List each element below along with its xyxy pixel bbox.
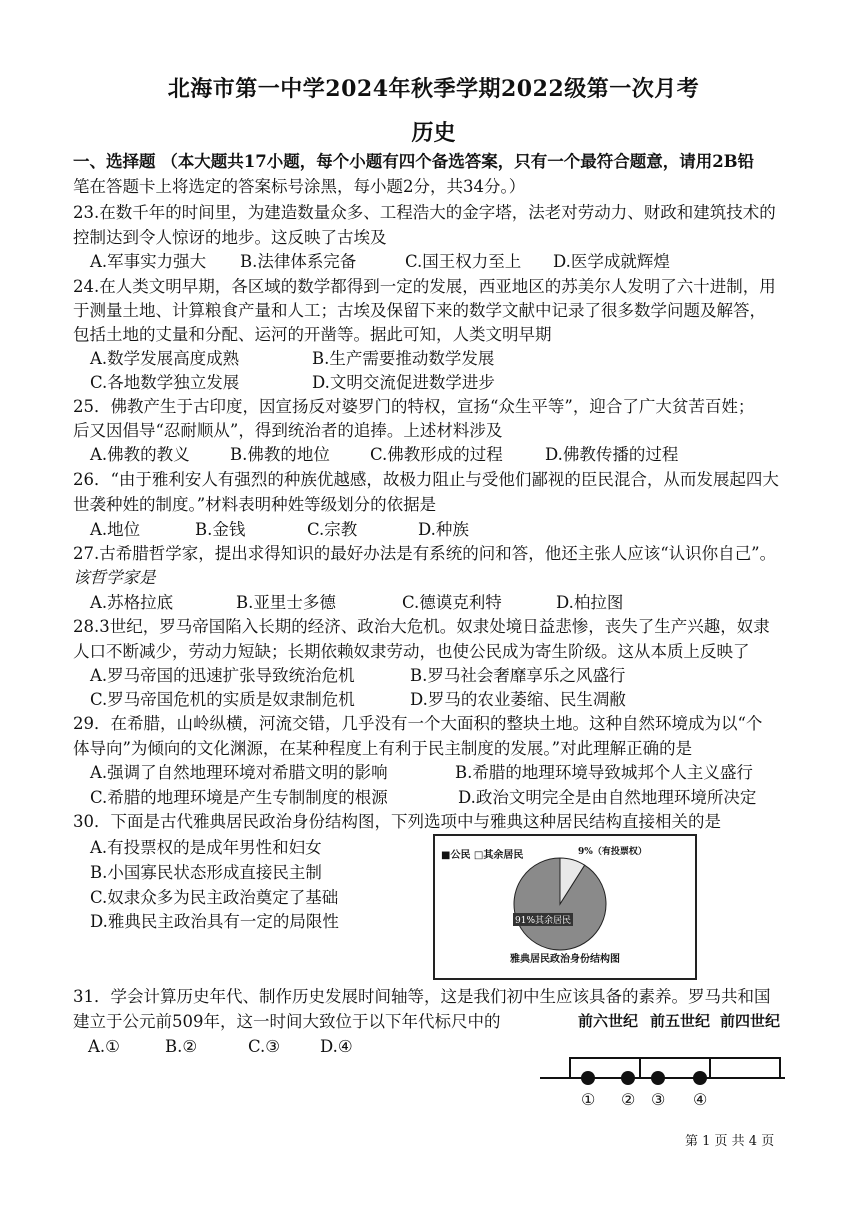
q25-stem-line2: 后又因倡导“忍耐顺从”，得到统治者的追捧。上述材料涉及: [73, 421, 503, 440]
q23-option-a: A.军事实力强大: [90, 252, 207, 271]
q28-stem-line2: 人口不断减少，劳动力短缺；长期依赖奴隶劳动，也使公民成为寄生阶级。这从本质上反映了: [73, 642, 750, 661]
q24-stem-line3: 包括土地的丈量和分配、运河的开凿等。据此可知，人类文明早期: [73, 325, 552, 344]
q24-option-a: A.数学发展高度成熟: [90, 349, 240, 368]
q26-option-b: B.金钱: [195, 520, 246, 539]
q31-option-d: D.④: [320, 1037, 353, 1056]
timeline-era-6th: 前六世纪: [578, 1012, 639, 1030]
q25-option-b: B.佛教的地位: [230, 445, 330, 464]
q28-option-b: B.罗马社会奢靡享乐之风盛行: [410, 666, 626, 685]
page-footer: 第 1 页 共 4 页: [685, 1134, 775, 1149]
q29-option-c: C.希腊的地理环境是产生专制制度的根源: [90, 788, 388, 807]
q26-option-a: A.地位: [90, 520, 141, 539]
q24-option-d: D.文明交流促进数学进步: [312, 373, 495, 392]
q28-option-d: D.罗马的农业萎缩、民生凋敝: [410, 690, 626, 709]
q23-option-d: D.医学成就辉煌: [553, 252, 670, 271]
q26-stem-line2: 世袭种姓的制度。”材料表明种姓等级划分的依据是: [73, 495, 437, 514]
q29-option-a: A.强调了自然地理环境对希腊文明的影响: [90, 763, 388, 782]
pie-label-citizens: 9%（有投票权）: [578, 847, 647, 857]
subject-title: 历史: [411, 120, 456, 146]
q26-option-d: D.种族: [418, 520, 469, 539]
section-instruction-line2: 笔在答题卡上将选定的答案标号涂黑，每小题2分，共34分。）: [73, 177, 526, 196]
q29-option-d: D.政治文明完全是由自然地理环境所决定: [458, 788, 757, 807]
q27-stem-line2: 该哲学家是: [73, 568, 156, 587]
q28-option-c: C.罗马帝国危机的实质是奴隶制危机: [90, 690, 355, 709]
q31-stem-line1: 31．学会计算历史年代、制作历史发展时间轴等，这是我们初中生应该具备的素养。罗马共和国: [73, 987, 771, 1006]
q30-option-c: C.奴隶众多为民主政治奠定了基础: [90, 888, 339, 907]
pie-figure: [433, 834, 697, 980]
timeline-figure: [540, 1010, 790, 1110]
q31-option-b: B.②: [165, 1037, 198, 1056]
q31-option-c: C.③: [248, 1037, 281, 1056]
q23-stem-line2: 控制达到令人惊讶的地步。这反映了古埃及: [73, 228, 387, 247]
q29-stem-line2: 体导向”为倾向的文化渊源，在某种程度上有利于民主制度的发展。”对此理解正确的是: [73, 739, 693, 758]
section-instruction-line1: 一、选择题 （本大题共17小题，每个小题有四个备选答案，只有一个最符合题意，请用2B铅: [73, 152, 755, 171]
timeline-era-5th: 前五世纪: [650, 1012, 711, 1030]
q23-option-c: C.国王权力至上: [405, 252, 522, 271]
timeline-marker-2: [621, 1071, 635, 1085]
timeline-axis: [540, 1010, 790, 1090]
q27-option-b: B.亚里士多德: [236, 593, 336, 612]
q24-stem-line2: 于测量土地、计算粮食产量和人工；古埃及保留下来的数学文献中记录了很多数学问题及解答，: [73, 301, 766, 320]
q25-stem-line1: 25．佛教产生于古印度，因宣扬反对婆罗门的特权，宣扬“众生平等”，迎合了广大贫苦百姓；: [73, 397, 755, 416]
q27-option-d: D.柏拉图: [556, 593, 624, 612]
pie-legend: ■公民 □其余居民: [441, 850, 524, 861]
timeline-label-1: ①: [581, 1090, 596, 1109]
timeline-label-2: ②: [621, 1090, 636, 1109]
q30-option-b: B.小国寡民状态形成直接民主制: [90, 863, 322, 882]
q24-option-c: C.各地数学独立发展: [90, 373, 240, 392]
q30-option-d: D.雅典民主政治具有一定的局限性: [90, 912, 339, 931]
q23-stem-line1: 23.在数千年的时间里，为建造数量众多、工程浩大的金字塔，法老对劳动力、财政和建筑技术的: [73, 203, 776, 222]
pie-caption: 雅典居民政治身份结构图: [510, 954, 620, 965]
exam-title: 北海市第一中学2024年秋季学期2022级第一次月考: [167, 76, 700, 102]
q27-option-a: A.苏格拉底: [90, 593, 174, 612]
q29-option-b: B.希腊的地理环境导致城邦个人主义盛行: [455, 763, 753, 782]
q25-option-c: C.佛教形成的过程: [370, 445, 503, 464]
q24-option-b: B.生产需要推动数学发展: [312, 349, 495, 368]
pie-label-others: 91%其余居民: [513, 913, 573, 926]
timeline-box-4th: [710, 1058, 780, 1078]
q25-option-d: D.佛教传播的过程: [545, 445, 679, 464]
timeline-label-4: ④: [693, 1090, 708, 1109]
timeline-marker-1: [581, 1071, 595, 1085]
q29-stem-line1: 29．在希腊，山岭纵横，河流交错，几乎没有一个大面积的整块土地。这种自然环境成为以“个: [73, 714, 763, 733]
q28-stem-line1: 28.3世纪，罗马帝国陷入长期的经济、政治大危机。奴隶处境日益悲惨，丧失了生产兴趣，奴隶: [73, 617, 770, 636]
q23-option-b: B.法律体系完备: [240, 252, 357, 271]
q26-option-c: C.宗教: [307, 520, 358, 539]
q26-stem-line1: 26．“由于雅利安人有强烈的种族优越感，故极力阻止与受他们鄙视的臣民混合，从而发展起四大: [73, 470, 779, 489]
q28-option-a: A.罗马帝国的迅速扩张导致统治危机: [90, 666, 355, 685]
timeline-marker-3: [651, 1071, 665, 1085]
q27-stem-line1: 27.古希腊哲学家，提出求得知识的最好办法是有系统的问和答，他还主张人应该“认识你自己”。: [73, 544, 777, 563]
q27-option-c: C.德谟克利特: [402, 593, 502, 612]
q30-stem-line1: 30．下面是古代雅典居民政治身份结构图，下列选项中与雅典这种居民结构直接相关的是: [73, 812, 721, 831]
q30-option-a: A.有投票权的是成年男性和妇女: [90, 838, 322, 857]
q31-stem-line2: 建立于公元前509年，这一时间大致位于以下年代标尺中的: [73, 1012, 501, 1031]
q24-stem-line1: 24.在人类文明早期，各区域的数学都得到一定的发展，西亚地区的苏美尔人发明了六十进制，用: [73, 277, 776, 296]
q31-option-a: A.①: [88, 1037, 120, 1056]
timeline-label-3: ③: [651, 1090, 666, 1109]
timeline-marker-4: [693, 1071, 707, 1085]
q25-option-a: A.佛教的教义: [90, 445, 190, 464]
timeline-era-4th: 前四世纪: [720, 1012, 781, 1030]
